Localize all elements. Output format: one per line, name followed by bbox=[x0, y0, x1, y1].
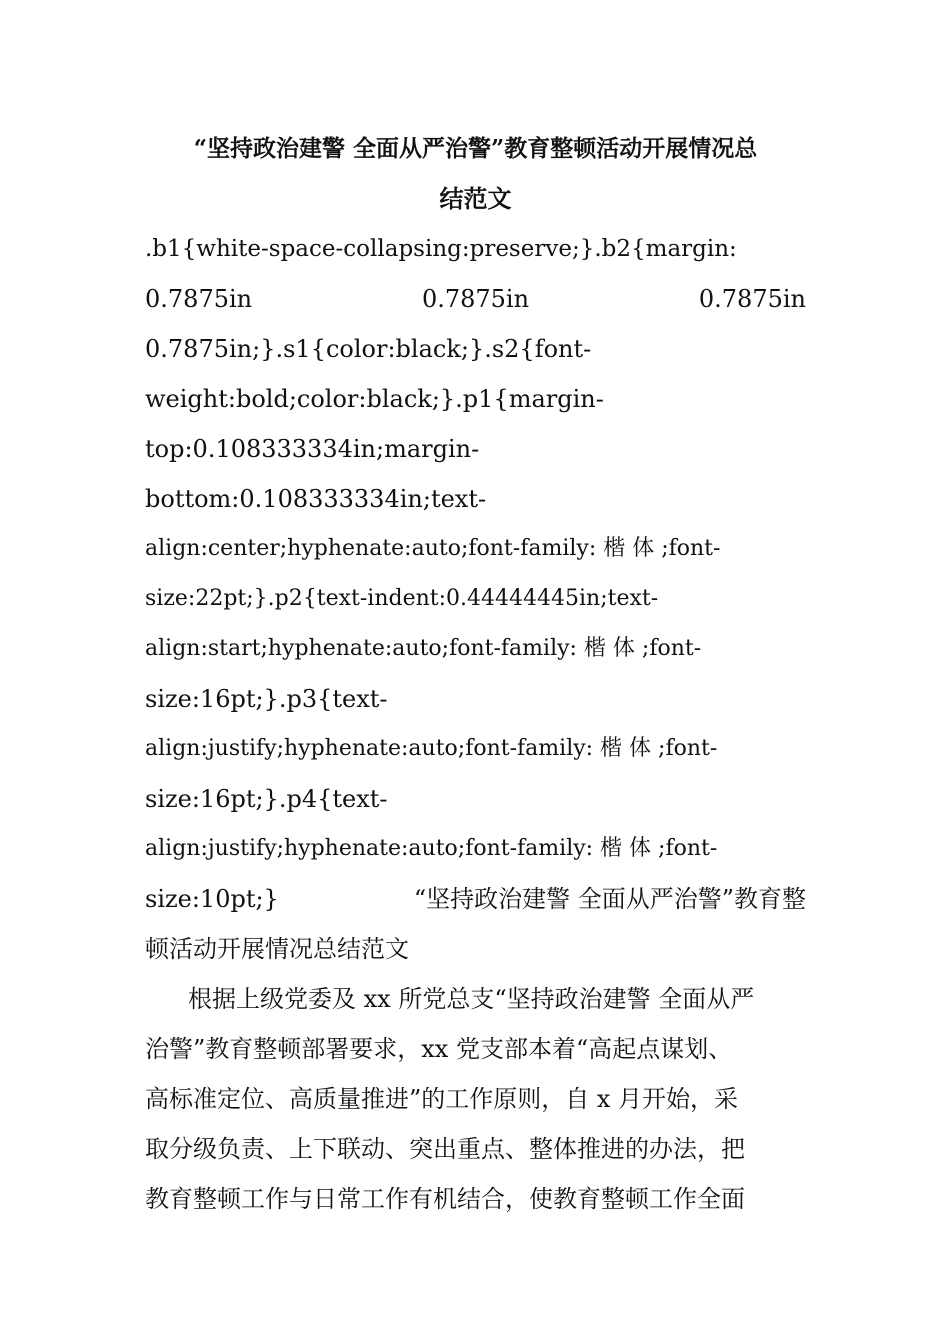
paragraph-line: 教育整顿工作与日常工作有机结合，使教育整顿工作全面 bbox=[145, 1185, 745, 1213]
css-text-line: size:22pt;}.p2{text-indent:0.44444445in;text- bbox=[145, 586, 659, 611]
css-text-line bbox=[145, 274, 806, 324]
css-text-line: weight:bold;color:black;}.p1{margin- bbox=[145, 385, 604, 413]
css-text-line: align:center;hyphenate:auto;font-family: 楷 体 ;font- bbox=[145, 536, 721, 561]
css-token: size:10pt;} bbox=[145, 885, 279, 913]
css-text-line: align:start;hyphenate:auto;font-family: 楷 体 ;font- bbox=[145, 636, 702, 661]
mixed-text-line bbox=[145, 874, 806, 924]
title-line-1: “坚持政治建警 全面从严治警”教育整顿活动开展情况总 bbox=[193, 135, 758, 162]
repeated-title-tail: 顿活动开展情况总结范文 bbox=[145, 935, 409, 963]
css-text-line: 0.7875in;}.s1{color:black;}.s2{font- bbox=[145, 335, 592, 363]
css-token: 0.7875in bbox=[145, 285, 253, 313]
css-token: 0.7875in bbox=[421, 285, 530, 313]
document-title bbox=[145, 124, 806, 224]
css-text-line: size:16pt;}.p3{text- bbox=[145, 685, 388, 713]
css-text-line: top:0.108333334in;margin- bbox=[145, 435, 480, 463]
paragraph-line: 治警”教育整顿部署要求，xx 党支部本着“高起点谋划、 bbox=[145, 1035, 733, 1063]
title-line-2: 结范文 bbox=[439, 184, 512, 213]
paragraph-line: 高标准定位、高质量推进”的工作原则，自 x 月开始，采 bbox=[145, 1085, 739, 1113]
css-text-line: .b1{white-space-collapsing:preserve;}.b2{margin: bbox=[145, 236, 737, 262]
document-page bbox=[145, 124, 806, 1224]
paragraph-line: 取分级负责、上下联动、突出重点、整体推进的办法，把 bbox=[145, 1135, 745, 1163]
repeated-title-fragment: “坚持政治建警 全面从严治警”教育整 bbox=[413, 885, 806, 913]
paragraph-line: 根据上级党委及 xx 所党总支“坚持政治建警 全面从严 bbox=[188, 985, 755, 1013]
css-text-line: align:justify;hyphenate:auto;font-family: 楷 体 ;font- bbox=[145, 836, 718, 861]
css-text-line: size:16pt;}.p4{text- bbox=[145, 785, 388, 813]
css-text-line: bottom:0.108333334in;text- bbox=[145, 485, 487, 513]
css-token: 0.7875in bbox=[698, 285, 806, 313]
css-text-line: align:justify;hyphenate:auto;font-family: 楷 体 ;font- bbox=[145, 736, 718, 761]
